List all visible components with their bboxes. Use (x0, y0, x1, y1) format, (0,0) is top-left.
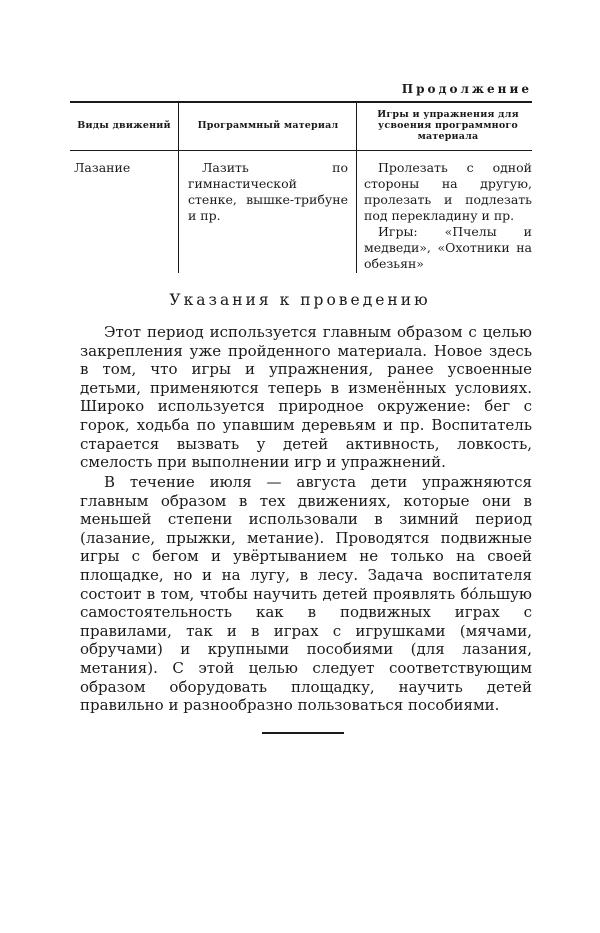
table-header-rule (70, 150, 532, 151)
table-cell-movement: Лазание (74, 160, 131, 175)
continuation-label: Продолжение (401, 82, 532, 96)
table-cell-material: Лазить по гимнастической стенке, вышке-трибуне и пр. (188, 160, 348, 223)
column-divider (356, 103, 357, 273)
header-movements: Виды движений (77, 120, 171, 131)
games-text: Пролезать с одной стороны на другую, пролезать и подлезать под перекладину и пр. (364, 160, 532, 223)
header-games-exercises: Игры и упражнения для усвоения программного материала (377, 109, 519, 142)
header-program-material: Программный материал (197, 120, 339, 131)
table-top-rule (70, 101, 532, 103)
table-cell-games (364, 160, 532, 272)
end-divider (262, 732, 344, 734)
games-list: Игры: «Пчелы и медведи», «Охотники на обезьян» (364, 224, 532, 271)
column-divider (178, 103, 179, 273)
paragraph-1: Этот период используется главным образом с целью закрепления уже пройденного материала. Новое здесь в том, что игры и упражнения, ранее усвоенные детьми, применяются теперь в изменённых условиях. Широко используется природное окружение: бег с горок, ходьба по упавшим деревьям и пр. Воспитатель старается вызвать у детей активность, ловкость, смелость при выполнении игр и упражнений. (80, 323, 532, 472)
paragraph-2: В течение июля — августа дети упражняются главным образом в тех движениях, которые они в меньшей степени использовали в зимний период (лазание, прыжки, метание). Проводятся подвижные игры с бегом и увёртыванием не только на своей площадке, но и на лугу, в лесу. Задача воспитателя состоит в том, чтобы научить детей проявлять бо́льшую самостоятельность как в подвижных играх с правилами, так и в играх с игрушками (мячами, обручами) и крупными пособиями (для лазания, метания). С этой целью следует соответствующим образом оборудовать площадку, научить детей правильно и разнообразно пользоваться пособиями. (80, 473, 532, 715)
section-heading: Указания к проведению (169, 291, 431, 309)
